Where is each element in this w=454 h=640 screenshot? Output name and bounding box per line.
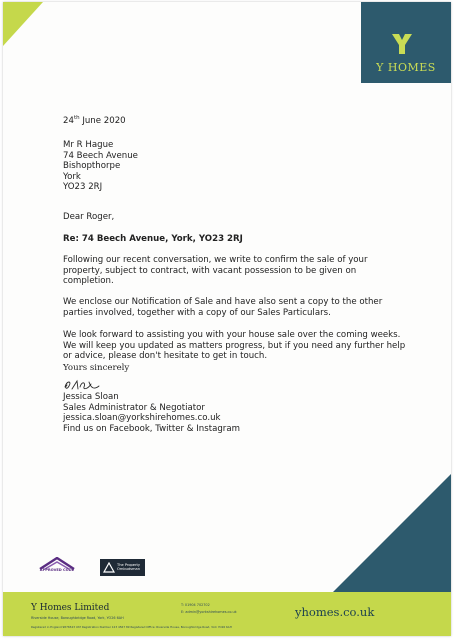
recipient-address <box>63 140 138 193</box>
paragraph: We enclose our Notification of Sale and have also sent a copy to the other parties involved, together with a copy of our Sales Particulars. <box>63 297 383 318</box>
signatory-title: Sales Administrator & Negotiator <box>63 402 205 413</box>
subject-line: Re: 74 Beech Avenue, York, YO23 2RJ <box>63 234 243 244</box>
recipient-line: York <box>63 171 81 182</box>
footer <box>3 592 451 636</box>
paragraph: Following our recent conversation, we write to confirm the sale of your property, subject to contract, with vacant possession to be given on completion. <box>63 255 368 287</box>
recipient-line: Bishopthorpe <box>63 161 121 172</box>
corner-accent <box>3 2 43 46</box>
footer-website: yhomes.co.uk <box>295 605 375 619</box>
signature-block <box>63 392 240 434</box>
signatory-email: jessica.sloan@yorkshirehomes.co.uk <box>63 413 221 424</box>
closing: Yours sincerely <box>63 363 130 373</box>
ombudsman-badge <box>100 559 145 576</box>
paragraph: We look forward to assisting you with your house sale over the coming weeks. We will keep you updated as matters progress, but if you need any further help or advice, please don't hesitate to get in touch. <box>63 330 406 362</box>
letter-page <box>3 2 451 636</box>
approved-code-badge <box>36 555 78 577</box>
recipient-line: 74 Beech Avenue <box>63 150 138 161</box>
company-logo <box>361 2 451 83</box>
footer-telephone: T: 01904 702702 <box>181 603 210 607</box>
footer-company-name: Y Homes Limited <box>31 603 110 613</box>
footer-address: Riverside House, Boroughbridge Road, York, YO26 6AH <box>31 616 124 620</box>
corner-decoration <box>333 474 451 592</box>
letter-date: 24th June 2020 <box>63 115 126 126</box>
footer-email: E: admin@yorkshirehomes.co.uk <box>181 610 237 614</box>
logo-brand-name: Y HOMES <box>376 61 436 74</box>
recipient-line: Mr R Hague <box>63 140 114 150</box>
recipient-line: YO23 2RJ <box>63 182 103 193</box>
ombudsman-label: The Property Ombudsman <box>117 563 141 572</box>
social-line: Find us on Facebook, Twitter & Instagram <box>63 423 240 434</box>
y-logo-icon <box>391 33 413 55</box>
approved-code-label: APPROVED CODE <box>39 568 75 572</box>
salutation: Dear Roger, <box>63 212 115 222</box>
ombudsman-logo-icon <box>103 562 115 573</box>
footer-legal-text: Registered in England 9876543 VAT Registration Number 123 4567 89 Registered Office: Riverside House, Boroughbridge Road, York YO26 6AH <box>31 625 232 629</box>
signatory-name: Jessica Sloan <box>63 392 119 402</box>
